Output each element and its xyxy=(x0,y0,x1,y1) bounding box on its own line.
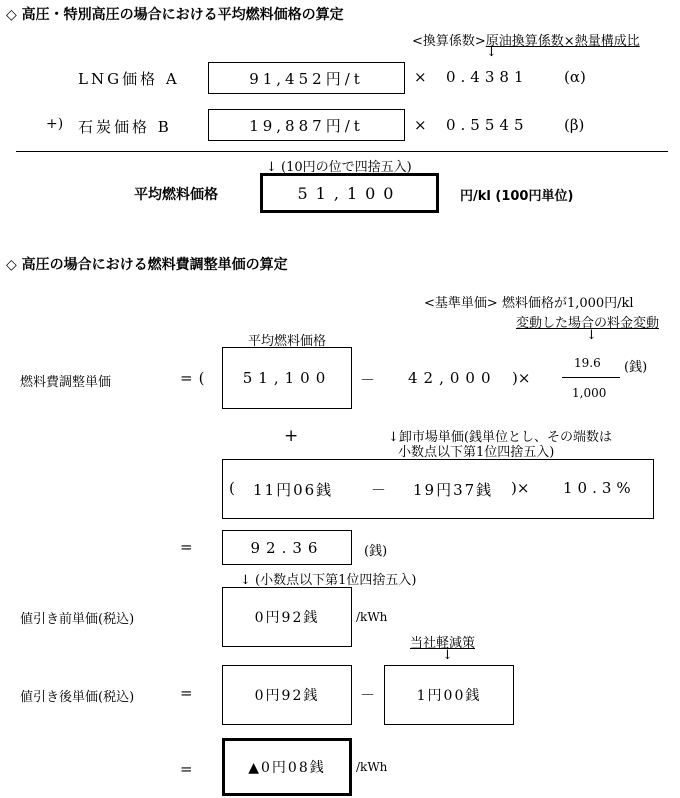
minus-sign: － xyxy=(360,686,376,704)
plus-sign: + xyxy=(284,426,299,446)
minus-sign: － xyxy=(371,481,387,499)
close-paren-times: )× xyxy=(512,369,531,387)
paren-open: ( xyxy=(229,479,235,497)
down-arrow-icon: ↓ xyxy=(442,648,453,663)
adjustment-unit-label: 燃料費調整単価 xyxy=(20,375,112,390)
conversion-factor-title: <換算係数> xyxy=(412,34,486,49)
post-discount-box xyxy=(222,665,352,725)
fraction-bar xyxy=(562,377,620,378)
base-unit-desc2: 変動した場合の料金変動 xyxy=(516,316,660,331)
result-unit: (銭) xyxy=(364,544,388,559)
coal-price-box xyxy=(208,109,405,141)
discount-value: 1円00銭 xyxy=(416,688,482,704)
kwh-unit: /kWh xyxy=(356,610,388,624)
wholesale-note-2: 小数点以下第1位四捨五入) xyxy=(398,445,555,460)
discount-box xyxy=(384,665,514,725)
base-unit-desc1: 燃料価格が1,000円/kl xyxy=(501,296,634,311)
avg-fuel-price-value: 51,100 xyxy=(297,183,402,203)
alpha-symbol: (α) xyxy=(564,68,586,86)
wholesale-value-a: 11円06銭 xyxy=(253,481,334,499)
fraction-denominator: 1,000 xyxy=(572,386,607,400)
equals-sign: = xyxy=(180,538,193,556)
sum-line xyxy=(16,151,668,152)
coal-price-value: 19,887円/t xyxy=(249,116,364,135)
wholesale-value-b: 19円37銭 xyxy=(413,481,494,499)
avg-fuel-price-box-2 xyxy=(222,347,352,409)
pre-discount-label: 値引き前単価(税込) xyxy=(20,612,135,627)
equals-sign: = xyxy=(180,684,193,702)
discount-title: 当社軽減策 xyxy=(410,636,476,651)
pre-discount-box xyxy=(222,587,352,647)
coal-price-label: 石炭価格 B xyxy=(78,118,172,136)
lng-price-label: LNG価格 A xyxy=(78,70,180,88)
base-price-value: 42,000 xyxy=(408,369,497,387)
result-value: 92.36 xyxy=(250,538,324,557)
conversion-factor-desc: 原油換算係数×熱量構成比 xyxy=(485,34,640,49)
pre-discount-value: 0円92銭 xyxy=(254,610,320,626)
final-unit-box xyxy=(222,738,352,796)
section2-heading: ◇ 高圧の場合における燃料費調整単価の算定 xyxy=(6,257,288,273)
beta-symbol: (β) xyxy=(564,116,585,134)
base-unit-title: <基準単価> xyxy=(424,296,498,311)
avg-fuel-price-value-2: 51,100 xyxy=(242,369,332,387)
close-paren-times: )× xyxy=(511,479,530,497)
equals-sign: = xyxy=(180,760,193,778)
post-discount-value: 0円92銭 xyxy=(254,688,320,704)
down-arrow-icon: ↓ xyxy=(586,328,597,343)
wholesale-note-1: ↓卸市場単価(銭単位とし、その端数は xyxy=(388,430,612,445)
base-unit-label xyxy=(424,292,634,311)
minus-sign: － xyxy=(360,371,376,389)
times-sign: × xyxy=(414,116,427,134)
avg-fuel-price-unit: 円/kl (100円単位) xyxy=(460,189,574,204)
avg-fuel-price-caption: 平均燃料価格 xyxy=(248,334,327,349)
conversion-factor-label xyxy=(412,30,640,49)
percentage-value: 10.3% xyxy=(563,479,636,497)
equals-open-paren: =( xyxy=(180,369,211,387)
result-box xyxy=(222,530,352,565)
down-arrow-icon: ↓ xyxy=(486,45,497,60)
times-sign: × xyxy=(414,68,427,86)
avg-fuel-price-box xyxy=(260,173,439,213)
final-unit-value: ▲0円08銭 xyxy=(248,760,326,776)
plus-prefix: +) xyxy=(46,116,64,132)
lng-price-value: 91,452円/t xyxy=(249,69,364,88)
lng-price-box xyxy=(208,62,405,94)
fraction-numerator: 19.6 xyxy=(574,356,601,370)
round-note: ↓ (小数点以下第1位四捨五入) xyxy=(240,573,417,588)
sen-unit: (銭) xyxy=(624,360,648,375)
wholesale-box xyxy=(222,459,654,519)
avg-fuel-price-label: 平均燃料価格 xyxy=(134,187,218,203)
rounding-note: ↓ (10円の位で四捨五入) xyxy=(266,160,412,175)
post-discount-label: 値引き後単価(税込) xyxy=(20,690,135,705)
lng-coefficient: 0.4381 xyxy=(446,68,529,86)
coal-coefficient: 0.5545 xyxy=(446,116,529,134)
section1-heading: ◇ 高圧・特別高圧の場合における平均燃料価格の算定 xyxy=(6,7,344,23)
kwh-unit: /kWh xyxy=(356,760,388,774)
